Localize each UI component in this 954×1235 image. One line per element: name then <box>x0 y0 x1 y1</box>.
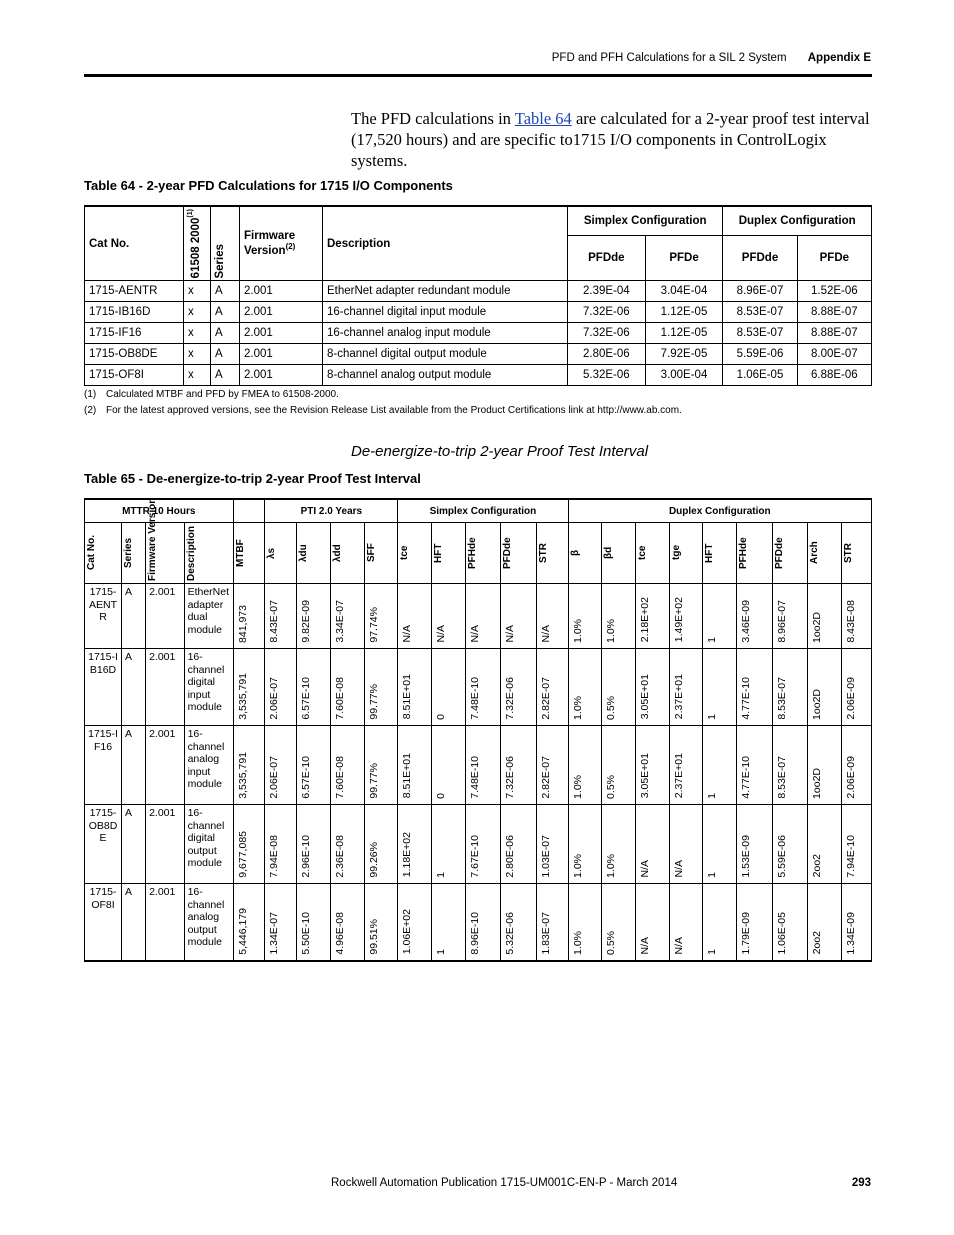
table-cell: 1.18E+02 <box>398 805 432 884</box>
table-65-caption: Table 65 - De-energize-to-trip 2-year Proof Test Interval <box>84 471 421 486</box>
table-cell: 3,535,791 <box>233 649 265 726</box>
table-cell: 3.04E-04 <box>645 281 723 302</box>
table-cell: N/A <box>465 584 501 649</box>
table-cell: 1.0% <box>602 584 636 649</box>
table-cell: 8.88E-07 <box>797 323 871 344</box>
table-cell: 5,446,179 <box>233 884 265 962</box>
simplex-header: Simplex Configuration <box>568 206 723 236</box>
table-row <box>85 726 872 805</box>
table-cell: A <box>122 726 146 805</box>
table-cell: 1.0% <box>568 805 602 884</box>
header-rule <box>84 74 872 77</box>
table-cell: 1.34E-09 <box>841 884 871 962</box>
table-cell: N/A <box>635 805 669 884</box>
table-cell: 7.32E-06 <box>501 649 537 726</box>
table-cell: 2.001 <box>146 584 185 649</box>
table-cell: 2.37E+01 <box>669 649 703 726</box>
table-cell: 6.88E-06 <box>797 365 871 386</box>
column-header: PFHde <box>465 523 501 584</box>
table-cell: 16-channel digital output module <box>184 805 233 884</box>
table-cell: 0.5% <box>602 726 636 805</box>
col-description: Description <box>323 206 568 281</box>
table-cell: x <box>184 344 211 365</box>
table-cell: 0.5% <box>602 649 636 726</box>
table-cell: 1.06E+02 <box>398 884 432 962</box>
table-cell: 2.001 <box>146 884 185 962</box>
table-cell: 3.05E+01 <box>635 649 669 726</box>
table-cell: 1715-OF8I <box>85 884 122 962</box>
table-cell: 1.06E-05 <box>723 365 797 386</box>
table-cell: 8.43E-08 <box>841 584 871 649</box>
group-pti: PTI 2.0 Years <box>265 499 398 523</box>
table-cell: 2.001 <box>240 302 323 323</box>
column-header: Description <box>184 523 233 584</box>
column-header: PFDde <box>772 523 808 584</box>
table-cell: 1.0% <box>568 726 602 805</box>
table-cell: 1.34E-07 <box>265 884 297 962</box>
table-cell: 3.34E-07 <box>330 584 364 649</box>
table-cell: 16-channel analog input module <box>323 323 568 344</box>
table-cell: 1715-IB16D <box>85 302 184 323</box>
table-cell: 2.06E-09 <box>841 649 871 726</box>
appendix-label: Appendix E <box>807 52 871 64</box>
table-row <box>85 649 872 726</box>
table-cell: 5.32E-06 <box>568 365 646 386</box>
table-cell: 1715-OB8DE <box>85 344 184 365</box>
column-header: PFHde <box>737 523 773 584</box>
table-64-link[interactable]: Table 64 <box>514 109 572 128</box>
table-cell: 1.12E-05 <box>645 302 723 323</box>
column-header: tce <box>635 523 669 584</box>
page-number: 293 <box>851 1177 871 1189</box>
table-cell: 1oo2D <box>808 726 842 805</box>
table-cell: 16-channel digital input module <box>184 649 233 726</box>
table-cell: 2.82E-07 <box>536 649 568 726</box>
table-cell: EtherNet adapter redundant module <box>323 281 568 302</box>
table-cell: 1 <box>703 584 737 649</box>
table-cell: 1 <box>703 805 737 884</box>
table-cell: N/A <box>398 584 432 649</box>
table-cell: 97.74% <box>364 584 398 649</box>
table-row <box>85 281 872 302</box>
column-header: PFDde <box>501 523 537 584</box>
table-65 <box>84 498 872 962</box>
group-mttr: MTTR 10 Hours <box>85 499 234 523</box>
table-cell: 2oo2 <box>808 805 842 884</box>
table-cell: x <box>184 323 211 344</box>
table-cell: N/A <box>501 584 537 649</box>
table-64-footnotes <box>84 387 682 419</box>
table-cell: A <box>211 323 240 344</box>
table-cell: 1.03E-07 <box>536 805 568 884</box>
table-cell: N/A <box>536 584 568 649</box>
column-header: λdd <box>330 523 364 584</box>
table-cell: 16-channel digital input module <box>323 302 568 323</box>
table-cell: 1715-IB16D <box>85 649 122 726</box>
table-cell: 7.60E-08 <box>330 726 364 805</box>
table-cell: 2.80E-06 <box>568 344 646 365</box>
table-cell: 1715-AENTR <box>85 584 122 649</box>
table-cell: 8.51E+01 <box>398 649 432 726</box>
table-cell: 5.59E-06 <box>723 344 797 365</box>
col-simplex-pfde: PFDe <box>645 236 723 281</box>
table-cell: 1 <box>431 805 465 884</box>
footnote: (1) Calculated MTBF and PFD by FMEA to 61508-2000. <box>84 389 339 400</box>
table-cell: 2.37E+01 <box>669 726 703 805</box>
col-duplex-pfde: PFDe <box>797 236 871 281</box>
table-row <box>85 584 872 649</box>
table-cell: 7.32E-06 <box>568 323 646 344</box>
table-cell: 7.48E-10 <box>465 726 501 805</box>
table-cell: A <box>211 302 240 323</box>
table-cell: 3.00E-04 <box>645 365 723 386</box>
table-cell: 8.53E-07 <box>772 649 808 726</box>
table-cell: 1 <box>431 884 465 962</box>
section-subheading: De-energize-to-trip 2-year Proof Test Interval <box>351 443 649 460</box>
table-cell: 0 <box>431 726 465 805</box>
table-cell: 3.05E+01 <box>635 726 669 805</box>
table-cell: 5.59E-06 <box>772 805 808 884</box>
table-cell: 2.96E-10 <box>297 805 331 884</box>
table-cell: 2.001 <box>240 344 323 365</box>
table-cell: 2.001 <box>240 365 323 386</box>
table-cell: 4.96E-08 <box>330 884 364 962</box>
table-cell: 99.77% <box>364 726 398 805</box>
table-cell: 1 <box>703 649 737 726</box>
table-cell: 2.001 <box>240 323 323 344</box>
table-cell: 1.83E-07 <box>536 884 568 962</box>
table-cell: 2.001 <box>146 649 185 726</box>
table-cell: 99.26% <box>364 805 398 884</box>
group-simplex: Simplex Configuration <box>398 499 568 523</box>
column-header: tce <box>398 523 432 584</box>
table-cell: A <box>211 365 240 386</box>
table-cell: 9,677,085 <box>233 805 265 884</box>
table-cell: 3,535,791 <box>233 726 265 805</box>
table-cell: 2.18E+02 <box>635 584 669 649</box>
table-cell: 1715-OF8I <box>85 365 184 386</box>
table-cell: A <box>122 584 146 649</box>
table-cell: A <box>211 281 240 302</box>
table-cell: 7.60E-08 <box>330 649 364 726</box>
table-row <box>85 302 872 323</box>
table-cell: 2.82E-07 <box>536 726 568 805</box>
table-cell: 8.96E-10 <box>465 884 501 962</box>
table-cell: 1.12E-05 <box>645 323 723 344</box>
column-header: Firmware Version <box>146 523 185 584</box>
column-header: λs <box>265 523 297 584</box>
table-cell: A <box>122 884 146 962</box>
table-cell: 1.79E-09 <box>737 884 773 962</box>
table-cell: 5.50E-10 <box>297 884 331 962</box>
table-cell: 1715-OB8DE <box>85 805 122 884</box>
table-cell: 7.32E-06 <box>568 302 646 323</box>
table-cell: A <box>122 649 146 726</box>
table-cell: 4.77E-10 <box>737 649 773 726</box>
column-header: STR <box>536 523 568 584</box>
col-cat-no: Cat No. <box>85 206 184 281</box>
table-cell: 0 <box>431 649 465 726</box>
table-cell: 1715-IF16 <box>85 323 184 344</box>
table-cell: A <box>211 344 240 365</box>
column-header: Cat No. <box>85 523 122 584</box>
table-cell: 8.88E-07 <box>797 302 871 323</box>
table-cell: 2.06E-07 <box>265 649 297 726</box>
table-cell: 8-channel digital output module <box>323 344 568 365</box>
table-cell: 5.32E-06 <box>501 884 537 962</box>
section-title: PFD and PFH Calculations for a SIL 2 System <box>551 52 787 64</box>
table-cell: 8.96E-07 <box>772 584 808 649</box>
table-cell: 1.0% <box>568 584 602 649</box>
table-cell: 1715-AENTR <box>85 281 184 302</box>
group-duplex: Duplex Configuration <box>568 499 871 523</box>
table-cell: A <box>122 805 146 884</box>
table-cell: 99.77% <box>364 649 398 726</box>
column-header: Arch <box>808 523 842 584</box>
table-cell: 8.43E-07 <box>265 584 297 649</box>
table-cell: 2.39E-04 <box>568 281 646 302</box>
table-cell: 16-channel analog input module <box>184 726 233 805</box>
table-cell: 4.77E-10 <box>737 726 773 805</box>
column-header: β <box>568 523 602 584</box>
table-cell: 8.00E-07 <box>797 344 871 365</box>
col-series: Series <box>211 206 240 281</box>
column-header: HFT <box>703 523 737 584</box>
table-row <box>85 365 872 386</box>
table-cell: 1.06E-05 <box>772 884 808 962</box>
col-firmware: Firmware Version$^{(2)}$ <box>240 206 323 281</box>
table-row <box>85 884 872 962</box>
table-cell: 2.06E-09 <box>841 726 871 805</box>
table-cell: 1oo2D <box>808 649 842 726</box>
table-cell: 1.52E-06 <box>797 281 871 302</box>
table-cell: N/A <box>635 884 669 962</box>
table-cell: x <box>184 302 211 323</box>
table-cell: EtherNet adapter dual module <box>184 584 233 649</box>
table-cell: 7.67E-10 <box>465 805 501 884</box>
table-cell: N/A <box>431 584 465 649</box>
table-cell: 6.57E-10 <box>297 649 331 726</box>
table-cell: 0.5% <box>602 884 636 962</box>
table-cell: 1.53E-09 <box>737 805 773 884</box>
table-cell: 2.001 <box>146 805 185 884</box>
table-cell: 841,973 <box>233 584 265 649</box>
table-cell: 2.80E-06 <box>501 805 537 884</box>
table-cell: 8.53E-07 <box>723 323 797 344</box>
table-cell: 1.0% <box>568 884 602 962</box>
table-cell: 1.49E+02 <box>669 584 703 649</box>
column-header: STR <box>841 523 871 584</box>
table-cell: 1 <box>703 726 737 805</box>
table-row <box>85 344 872 365</box>
table-cell: 99.51% <box>364 884 398 962</box>
table-cell: 8.96E-07 <box>723 281 797 302</box>
column-header: SFF <box>364 523 398 584</box>
table-cell: 2.06E-07 <box>265 726 297 805</box>
footnote: (2) For the latest approved versions, see the Revision Release List available from the Product Certifications link at http://www.ab.com. <box>84 405 682 416</box>
table-cell: 8.53E-07 <box>772 726 808 805</box>
table-cell: 1.0% <box>602 805 636 884</box>
col-standard: 61508 2000$^{(1)}$ <box>184 206 211 281</box>
column-header: Series <box>122 523 146 584</box>
table-cell: 7.94E-08 <box>265 805 297 884</box>
table-cell: 1oo2D <box>808 584 842 649</box>
table-cell: 1715-IF16 <box>85 726 122 805</box>
table-row <box>85 805 872 884</box>
running-header <box>552 52 871 64</box>
table-cell: 8.53E-07 <box>723 302 797 323</box>
table-cell: 7.48E-10 <box>465 649 501 726</box>
table-cell: 7.32E-06 <box>501 726 537 805</box>
table-cell: x <box>184 281 211 302</box>
table-cell: x <box>184 365 211 386</box>
table-row <box>85 323 872 344</box>
column-header: βd <box>602 523 636 584</box>
table-cell: 3.46E-09 <box>737 584 773 649</box>
table-cell: 8.51E+01 <box>398 726 432 805</box>
column-header: MTBF <box>233 523 265 584</box>
table-cell: 1 <box>703 884 737 962</box>
table-64 <box>84 205 872 386</box>
table-cell: 6.57E-10 <box>297 726 331 805</box>
table-64-caption: Table 64 - 2-year PFD Calculations for 1715 I/O Components <box>84 178 453 193</box>
publication-id: Rockwell Automation Publication 1715-UM001C-EN-P - March 2014 <box>331 1177 678 1189</box>
table-cell: 9.82E-09 <box>297 584 331 649</box>
column-header: tge <box>669 523 703 584</box>
table-cell: 1.0% <box>568 649 602 726</box>
table-cell: 2.36E-08 <box>330 805 364 884</box>
col-simplex-pfdde: PFDde <box>568 236 646 281</box>
table-cell: 16-channel analog output module <box>184 884 233 962</box>
table-cell: N/A <box>669 884 703 962</box>
table-cell: 8-channel analog output module <box>323 365 568 386</box>
column-header: λdu <box>297 523 331 584</box>
table-cell: N/A <box>669 805 703 884</box>
table-cell: 7.94E-10 <box>841 805 871 884</box>
intro-paragraph: The PFD calculations in Table 64 are calculated for a 2-year proof test interval (17,520 hours) and are specific to1715 I/O components in ControlLogix systems. <box>351 109 870 170</box>
table-cell: 2.001 <box>146 726 185 805</box>
table-cell: 2.001 <box>240 281 323 302</box>
table-cell: 2oo2 <box>808 884 842 962</box>
col-duplex-pfdde: PFDde <box>723 236 797 281</box>
duplex-header: Duplex Configuration <box>723 206 872 236</box>
table-cell: 7.92E-05 <box>645 344 723 365</box>
column-header: HFT <box>431 523 465 584</box>
